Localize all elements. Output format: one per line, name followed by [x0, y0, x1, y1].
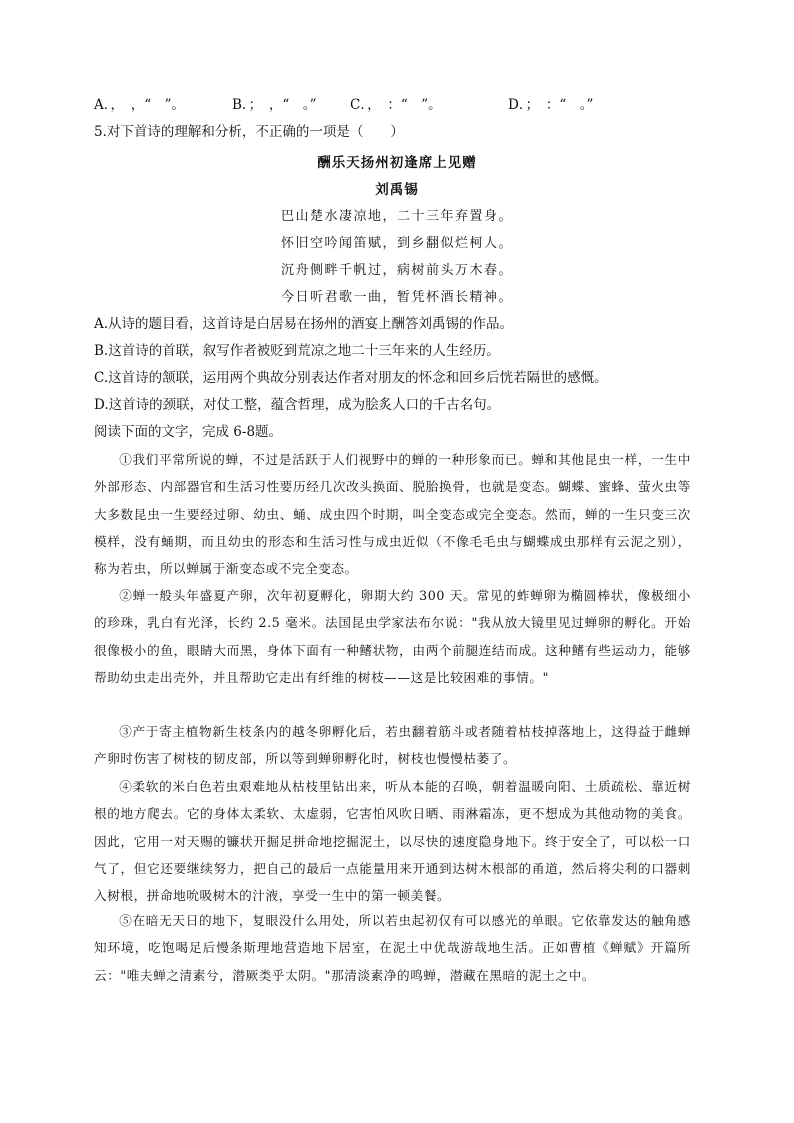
choice-d: D.这首诗的颈联，对仗工整，蕴含哲理，成为脍炙人口的千古名句。: [94, 397, 501, 413]
question-5: 5.对下首诗的理解和分析，不正确的一项是（ ）: [94, 124, 404, 140]
poem-title: 酬乐天扬州初逢席上见赠: [317, 155, 477, 171]
choice-b: B.这首诗的首联，叙写作者被贬到荒凉之地二十三年来的人生经历。: [94, 343, 500, 359]
option-b: B．； ，“ 。”: [232, 97, 317, 113]
paragraph-1: ①我们平常所说的蝉，不过是活跃于人们视野中的蝉的一种形象而已。蝉和其他昆虫一样，一生中外部形态、内部器官和生活习性要历经几次改头换面、脱胎换骨，也就是变态。蝴蝶、蜜蜂、萤火虫等大多数昆虫一生要经过卵、幼虫、蛹、成虫四个时期，叫全变态或完全变态。然而，蝉的一生只变三次模样，没有蛹期，而且幼虫的形态和生活习性与成虫近似（不像毛毛虫与蝴蝶成虫那样有云泥之别），称为若虫，所以蝉属于渐变态或不完全变态。: [94, 452, 691, 577]
poem-line: 沉舟侧畔千帆过，病树前头万木春。: [280, 263, 513, 278]
poem-line: 今日听君歌一曲，暂凭杯酒长精神。: [280, 290, 513, 305]
option-d: D．； ：“ 。”: [508, 97, 594, 113]
paragraph-2: ②蝉一般头年盛夏产卵，次年初夏孵化，卵期大约 300 天。常见的蚱蝉卵为椭圆棒状，像极细小的珍珠，乳白有光泽，长约 2.5 毫米。法国昆虫学家法布尔说："我从放大镜里见过蝉卵的孵化。开始很像极小的鱼，眼睛大而黑，身体下面有一种鳍状物，由两个前腿连结而成。这种鳍有些运动力，能够帮助幼虫走出壳外，并且帮助它走出有纤维的树枝——这是比较困难的事情。": [94, 588, 691, 685]
poem-line: 怀旧空吟闻笛赋，到乡翻似烂柯人。: [280, 236, 513, 251]
poem-author: 刘禹锡: [375, 182, 419, 198]
paragraph-5: ⑤在暗无天日的地下，复眼没什么用处，所以若虫起初仅有可以感光的单眼。它依靠发达的触角感知环境，吃饱喝足后慢条斯理地营造地下居室，在泥土中优哉游哉地生活。正如曹植《蝉赋》开篇所云："唯夫蝉之清素兮，潜厥类乎太阴。"那清淡素净的鸣蝉，潜藏在黑暗的泥土之中。: [94, 913, 691, 983]
choice-a: A.从诗的题目看，这首诗是白居易在扬州的酒宴上酬答刘禹锡的作品。: [94, 316, 514, 332]
paragraph-3: ③产于寄主植物新生枝条内的越冬卵孵化后，若虫翻着筋斗或者随着枯枝掉落地上，这得益于雌蝉产卵时伤害了树枝的韧皮部，所以等到蝉卵孵化时，树枝也慢慢枯萎了。: [94, 724, 691, 767]
poem-line: 巴山楚水凄凉地，二十三年弃置身。: [280, 209, 513, 224]
reading-instruction: 阅读下面的文字，完成 6-8题。: [94, 424, 283, 440]
option-a: A．， ，“ ”。: [94, 97, 186, 113]
paragraph-4: ④柔软的米白色若虫艰难地从枯枝里钻出来，听从本能的召唤，朝着温暖向阳、土质疏松、靠近树根的地方爬去。它的身体太柔软、太虚弱，它害怕风吹日晒、雨淋霜冻，更不想成为其他动物的美食。因此，它用一对天赐的镰状开掘足拼命地挖掘泥土，以尽快的速度隐身地下。终于安全了，可以松一口气了，但它还要继续努力，把自己的最后一点能量用来开通到达树木根部的甬道，然后将尖利的口器刺入树根，拼命地吮吸树木的汁液，享受一生中的第一顿美餐。: [94, 779, 691, 904]
option-c: C．， ：“ ”。: [350, 97, 442, 113]
choice-c: C.这首诗的颔联，运用两个典故分别表达作者对朋友的怀念和回乡后恍若隔世的感慨。: [94, 370, 608, 386]
